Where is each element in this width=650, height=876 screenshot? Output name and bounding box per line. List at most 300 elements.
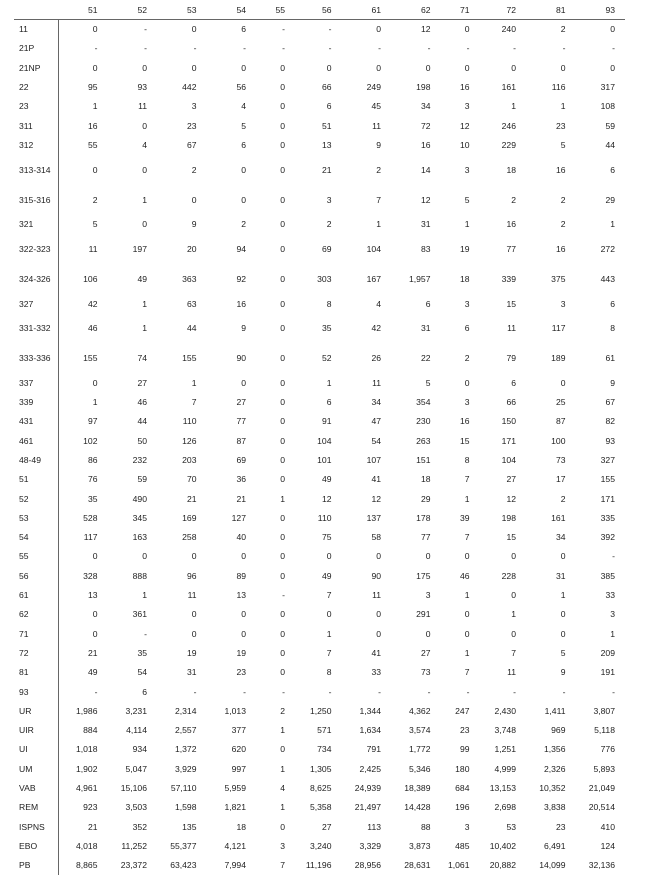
table-cell: 20,514	[588, 802, 615, 813]
table-cell: 2	[560, 194, 566, 205]
table-cell: 1,305	[309, 763, 332, 774]
table-cell: 75	[321, 532, 332, 543]
table-cell: 6	[610, 298, 615, 309]
table-row	[14, 721, 625, 740]
table-cell: 41	[371, 474, 381, 485]
row-label: 81	[14, 663, 58, 682]
table-cell: 2	[280, 705, 285, 716]
table-cell: 3	[464, 101, 470, 112]
table-cell: 93	[137, 82, 147, 93]
table-cell: 117	[83, 532, 98, 543]
table-cell: 18	[420, 474, 431, 485]
table-cell: 198	[501, 512, 516, 523]
row-label: PB	[14, 856, 58, 875]
table-cell: 5,047	[125, 763, 147, 774]
row-label: 21NP	[14, 58, 58, 77]
table-cell: 303	[317, 273, 332, 284]
row-label: 461	[14, 431, 58, 450]
table-cell: 51	[321, 120, 332, 131]
row-label: 22	[14, 77, 58, 96]
table-cell: 32,136	[588, 860, 615, 871]
table-cell: 1,772	[408, 744, 431, 755]
table-cell: 46	[459, 570, 470, 581]
table-cell: 258	[182, 532, 197, 543]
table-cell: 66	[506, 397, 516, 408]
table-cell: 1,598	[174, 802, 197, 813]
table-cell: 102	[83, 435, 98, 446]
table-cell: 9	[610, 377, 615, 388]
table-cell: 2,698	[494, 802, 516, 813]
table-cell: 485	[455, 840, 470, 851]
table-cell: 31	[186, 667, 197, 678]
table-cell: 1,013	[224, 705, 246, 716]
table-cell: 0	[142, 219, 147, 230]
table-cell: 1,957	[408, 273, 431, 284]
table-cell: 16	[236, 298, 246, 309]
table-cell: 0	[280, 194, 285, 205]
table-cell: 13,153	[489, 783, 516, 794]
table-cell: 9	[376, 139, 381, 150]
table-cell: 3	[610, 609, 615, 620]
row-label: VAB	[14, 778, 58, 797]
table-cell: 59	[137, 474, 147, 485]
table-cell: 8,865	[75, 860, 98, 871]
table-cell: 0	[464, 62, 470, 73]
table-row	[14, 759, 625, 778]
table-cell: 0	[92, 609, 98, 620]
table-row	[14, 215, 625, 234]
table-cell: 1	[92, 101, 98, 112]
table-cell: 1	[326, 628, 332, 639]
table-cell: -	[144, 628, 147, 639]
table-cell: 19	[186, 647, 197, 658]
table-cell: 2	[560, 24, 566, 35]
table-cell: 1	[280, 725, 285, 736]
table-cell: -	[513, 686, 516, 697]
table-cell: 3	[326, 194, 332, 205]
table-cell: 5,893	[593, 763, 615, 774]
table-cell: 17	[555, 474, 566, 485]
table-cell: 0	[142, 120, 147, 131]
table-cell: 1	[142, 298, 147, 309]
table-row	[14, 585, 625, 604]
row-label: 56	[14, 566, 58, 585]
table-cell: 18	[236, 821, 246, 832]
table-cell: 36	[236, 474, 246, 485]
table-cell: -	[562, 686, 566, 697]
table-cell: 1	[511, 101, 516, 112]
table-cell: 620	[231, 744, 246, 755]
table-cell: 0	[425, 628, 431, 639]
table-cell: 49	[87, 667, 98, 678]
table-row	[14, 856, 625, 875]
table-cell: 5,118	[594, 725, 615, 736]
table-cell: 94	[236, 243, 246, 254]
table-cell: 33	[371, 667, 381, 678]
table-cell: -	[94, 43, 98, 54]
row-label: ISPNS	[14, 817, 58, 836]
table-cell: 92	[236, 273, 246, 284]
table-cell: 104	[317, 435, 332, 446]
table-cell: 83	[420, 243, 431, 254]
table-cell: 249	[366, 82, 381, 93]
table-cell: 5	[560, 647, 566, 658]
table-cell: 15	[506, 298, 516, 309]
table-cell: 0	[280, 219, 285, 230]
table-cell: 6	[326, 101, 332, 112]
table-cell: 3,929	[174, 763, 197, 774]
table-cell: 11	[372, 590, 381, 601]
row-label: UI	[14, 740, 58, 759]
table-cell: 2	[560, 219, 566, 230]
table-cell: 0	[280, 532, 285, 543]
table-cell: 3	[425, 590, 431, 601]
table-cell: 0	[560, 609, 566, 620]
table-cell: 11	[88, 243, 98, 254]
table-cell: 59	[605, 120, 615, 131]
table-cell: 9	[241, 323, 246, 334]
table-cell: 363	[182, 273, 197, 284]
table-cell: 16	[459, 82, 470, 93]
table-cell: 0	[241, 164, 246, 175]
table-row	[14, 313, 625, 343]
table-body	[14, 20, 625, 875]
table-cell: 392	[600, 532, 615, 543]
table-cell: 14,428	[404, 802, 431, 813]
table-cell: 23	[555, 821, 566, 832]
table-cell: 1	[464, 219, 470, 230]
table-cell: -	[282, 24, 285, 35]
row-label: 55	[14, 547, 58, 566]
table-cell: 2	[241, 219, 246, 230]
table-cell: 0	[280, 323, 285, 334]
table-cell: 27	[236, 397, 246, 408]
table-row	[14, 470, 625, 489]
table-row	[14, 740, 625, 759]
table-cell: 3,503	[125, 802, 147, 813]
table-cell: 14	[420, 164, 431, 175]
table-cell: 0	[511, 628, 516, 639]
row-label: 48-49	[14, 450, 58, 469]
table-cell: 1	[610, 628, 615, 639]
table-row	[14, 547, 625, 566]
table-cell: 490	[132, 493, 147, 504]
table-cell: 16	[555, 164, 566, 175]
column-header: 51	[58, 0, 108, 20]
table-cell: 3,873	[408, 840, 431, 851]
table-cell: 0	[241, 194, 246, 205]
table-cell: 0	[280, 628, 285, 639]
table-cell: 0	[191, 24, 197, 35]
table-row	[14, 701, 625, 720]
table-cell: 339	[501, 273, 516, 284]
table-cell: 0	[92, 24, 98, 35]
table-cell: 171	[600, 493, 615, 504]
column-header: 62	[391, 0, 441, 20]
table-cell: 0	[280, 377, 285, 388]
row-label: UIR	[14, 721, 58, 740]
table-cell: 10	[459, 139, 470, 150]
table-cell: 46	[137, 397, 147, 408]
table-cell: 49	[321, 474, 332, 485]
table-cell: 2,314	[174, 705, 197, 716]
table-cell: 0	[425, 62, 431, 73]
table-cell: 56	[236, 82, 246, 93]
table-cell: 0	[92, 62, 98, 73]
row-label: 324-326	[14, 264, 58, 294]
table-cell: 21	[87, 821, 98, 832]
table-cell: 1,251	[494, 744, 516, 755]
table-cell: 95	[87, 82, 98, 93]
table-cell: 15	[459, 435, 470, 446]
table-cell: 72	[420, 120, 431, 131]
table-cell: -	[282, 686, 285, 697]
table-cell: 1	[280, 802, 285, 813]
table-cell: 0	[280, 455, 285, 465]
table-cell: 0	[241, 628, 246, 639]
table-cell: 135	[182, 821, 197, 832]
table-cell: 934	[132, 744, 147, 755]
table-cell: 0	[511, 62, 516, 73]
table-cell: 0	[326, 62, 332, 73]
column-header: 81	[526, 0, 576, 20]
table-row	[14, 294, 625, 313]
table-cell: 7	[280, 860, 285, 871]
table-cell: 11	[187, 590, 197, 601]
table-cell: 410	[600, 821, 615, 832]
table-row	[14, 97, 625, 116]
table-cell: 4	[142, 139, 147, 150]
table-cell: 18	[459, 273, 470, 284]
table-cell: 4,999	[494, 763, 516, 774]
table-cell: 0	[92, 551, 98, 562]
table-cell: 11,196	[305, 860, 332, 871]
table-cell: 571	[317, 725, 332, 736]
table-cell: 0	[280, 609, 285, 620]
table-cell: 0	[280, 62, 285, 73]
table-cell: 27	[321, 821, 332, 832]
table-cell: 8	[464, 455, 470, 465]
table-cell: 734	[317, 744, 332, 755]
table-cell: 90	[371, 570, 381, 581]
table-cell: 55	[87, 139, 98, 150]
table-cell: 97	[87, 416, 98, 427]
table-cell: 317	[600, 82, 615, 93]
table-cell: 0	[280, 273, 285, 284]
table-cell: 7,994	[224, 860, 246, 871]
table-cell: 28,631	[404, 860, 431, 871]
table-cell: 19	[236, 647, 246, 658]
table-row	[14, 431, 625, 450]
table-cell: 0	[464, 377, 470, 388]
table-cell: 8	[326, 667, 332, 678]
table-cell: 247	[455, 705, 470, 716]
table-cell: -	[612, 43, 615, 54]
table-cell: -	[193, 686, 197, 697]
table-cell: 67	[605, 397, 615, 408]
table-cell: 1	[376, 219, 381, 230]
table-cell: 0	[280, 435, 285, 446]
table-cell: 50	[137, 435, 147, 446]
table-cell: 16	[506, 219, 516, 230]
table-cell: 11	[507, 323, 516, 334]
table-cell: 7	[511, 647, 516, 658]
table-cell: 4,114	[126, 725, 147, 736]
row-label: 51	[14, 470, 58, 489]
table-cell: 2,430	[494, 705, 516, 716]
table-cell: 230	[416, 416, 431, 427]
table-cell: 0	[610, 24, 615, 35]
table-cell: 209	[600, 647, 615, 658]
table-cell: 76	[87, 474, 98, 485]
table-row	[14, 373, 625, 392]
table-cell: 1,250	[309, 705, 332, 716]
table-cell: 27	[420, 647, 431, 658]
table-cell: 246	[501, 120, 516, 131]
table-cell: 0	[464, 628, 470, 639]
table-cell: 100	[551, 435, 566, 446]
table-cell: -	[328, 24, 332, 35]
table-cell: 21	[321, 164, 332, 175]
table-row	[14, 489, 625, 508]
table-cell: 11	[138, 101, 147, 112]
table-cell: 0	[191, 609, 197, 620]
table-cell: 3	[464, 821, 470, 832]
table-cell: 42	[371, 323, 381, 334]
table-cell: 8	[326, 298, 332, 309]
table-cell: 4	[280, 783, 285, 794]
row-label: 339	[14, 392, 58, 411]
table-cell: 3,748	[494, 725, 516, 736]
table-cell: 3	[464, 298, 470, 309]
table-cell: 0	[280, 243, 285, 254]
table-cell: 0	[280, 512, 285, 523]
table-cell: 91	[321, 416, 332, 427]
table-cell: 1	[464, 493, 470, 504]
table-cell: 5,346	[408, 763, 431, 774]
table-cell: 5	[425, 377, 431, 388]
table-row	[14, 155, 625, 185]
table-cell: 161	[551, 512, 566, 523]
table-cell: 923	[83, 802, 98, 813]
row-label: 11	[14, 20, 58, 39]
table-cell: 272	[600, 243, 615, 254]
table-cell: 22	[420, 353, 431, 364]
table-cell: 1	[142, 590, 147, 601]
table-cell: 12	[459, 120, 470, 131]
table-cell: 1	[92, 397, 98, 408]
data-table	[14, 0, 625, 875]
table-cell: 7	[326, 647, 332, 658]
table-cell: 7	[464, 474, 470, 485]
table-cell: 1,986	[75, 705, 98, 716]
table-cell: 0	[376, 62, 381, 73]
table-cell: 6,491	[543, 840, 566, 851]
table-cell: 96	[186, 570, 197, 581]
table-cell: 16	[420, 139, 431, 150]
table-cell: 198	[416, 82, 431, 93]
table-cell: 175	[416, 570, 431, 581]
row-label: UM	[14, 759, 58, 778]
table-cell: 46	[87, 323, 98, 334]
table-cell: 34	[555, 532, 566, 543]
row-label: 53	[14, 508, 58, 527]
table-cell: 345	[132, 512, 147, 523]
table-cell: 106	[83, 273, 98, 284]
table-cell: 0	[464, 551, 470, 562]
table-row	[14, 817, 625, 836]
table-cell: 191	[600, 667, 615, 678]
row-label: 72	[14, 643, 58, 662]
table-cell: 0	[280, 353, 285, 364]
table-cell: 888	[132, 570, 147, 581]
row-label: 327	[14, 294, 58, 313]
row-label: 311	[14, 116, 58, 135]
table-row	[14, 392, 625, 411]
table-cell: 101	[317, 455, 332, 465]
table-cell: -	[378, 43, 381, 54]
table-cell: 99	[459, 744, 470, 755]
table-row	[14, 58, 625, 77]
table-cell: 1	[610, 219, 615, 230]
table-cell: 151	[416, 455, 431, 465]
table-cell: 11,252	[121, 840, 147, 851]
table-cell: -	[562, 43, 566, 54]
table-cell: 0	[326, 609, 332, 620]
table-cell: 0	[280, 397, 285, 408]
column-header: 55	[256, 0, 292, 20]
column-header: 72	[477, 0, 527, 20]
table-cell: 5,358	[309, 802, 332, 813]
table-cell: 0	[280, 139, 285, 150]
table-cell: 0	[241, 551, 246, 562]
row-label: 333-336	[14, 343, 58, 373]
table-cell: 5	[560, 139, 566, 150]
table-cell: 3,574	[408, 725, 431, 736]
row-label: 52	[14, 489, 58, 508]
table-cell: 443	[600, 273, 615, 284]
table-cell: 6	[326, 397, 332, 408]
column-header: 61	[342, 0, 392, 20]
table-cell: 0	[560, 62, 566, 73]
table-cell: 127	[231, 512, 246, 523]
table-cell: 442	[182, 82, 197, 93]
column-header: 93	[576, 0, 626, 20]
table-cell: 12	[506, 493, 516, 504]
table-cell: 0	[191, 62, 197, 73]
table-cell: 232	[132, 455, 147, 465]
table-cell: -	[466, 686, 470, 697]
table-cell: 335	[600, 512, 615, 523]
table-cell: 1	[464, 590, 470, 601]
row-label: 61	[14, 585, 58, 604]
row-label: 23	[14, 97, 58, 116]
table-row	[14, 264, 625, 294]
table-cell: 3,329	[359, 840, 381, 851]
table-cell: 21,049	[588, 783, 615, 794]
table-cell: 3,838	[543, 802, 566, 813]
table-cell: 21	[87, 647, 98, 658]
table-cell: 7	[376, 194, 381, 205]
table-cell: 13	[236, 590, 246, 601]
table-cell: 328	[83, 570, 98, 581]
table-cell: 1	[280, 763, 285, 774]
table-cell: 997	[231, 763, 246, 774]
table-row	[14, 77, 625, 96]
row-label: 315-316	[14, 185, 58, 215]
table-cell: 126	[182, 435, 197, 446]
table-cell: 14,099	[539, 860, 566, 871]
